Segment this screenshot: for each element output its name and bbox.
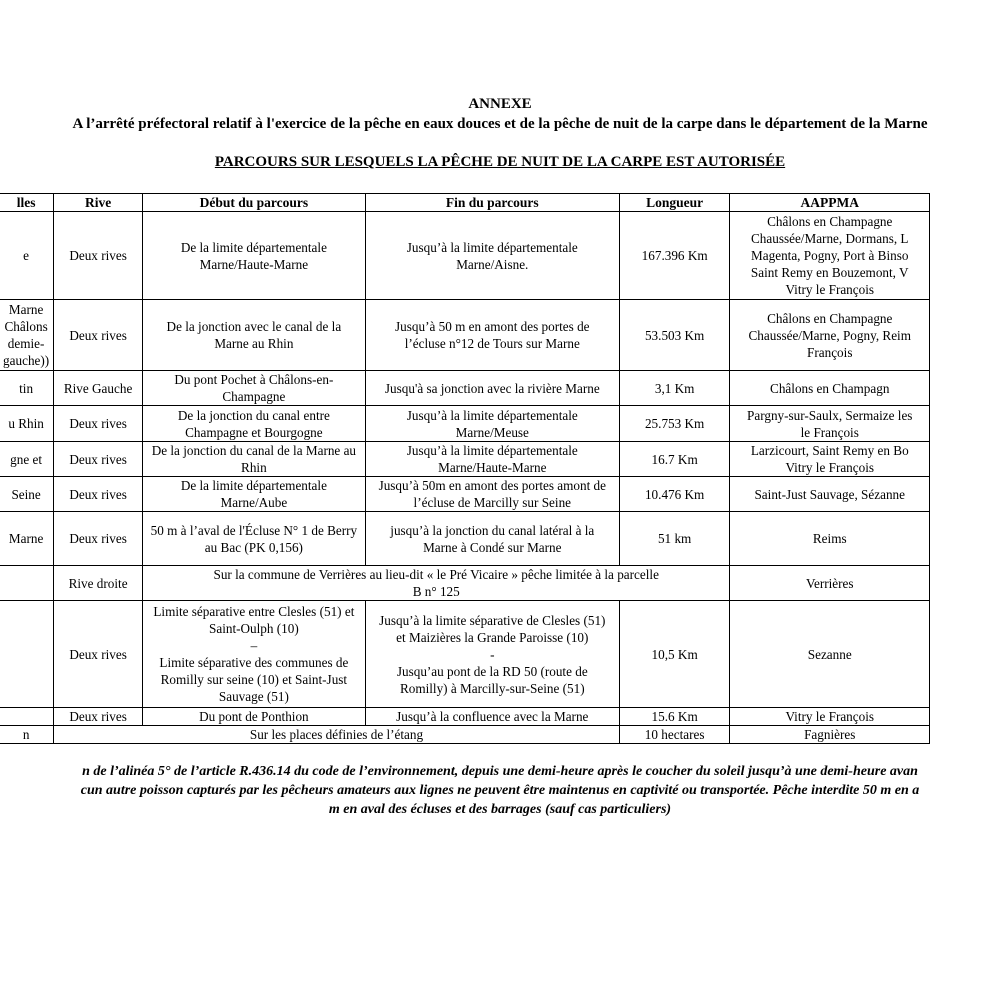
fin-line: Marne/Haute-Marne [438,460,547,475]
debut-line: – [250,638,258,653]
cell-rive: Deux rives [54,300,143,371]
aappma-line: Saint-Just Sauvage, Sézanne [754,486,905,502]
fin-line: Jusqu'à sa jonction avec la rivière Marne [384,380,600,396]
table-row [0,300,930,371]
fin-line: Jusqu’à 50m en amont des portes amont de [378,478,607,493]
cell-rive: Deux rives [54,512,143,566]
cell-waterway [0,726,54,744]
cell-waterway [0,601,54,708]
waterway-line: e [23,248,30,263]
fin-line: Marne/Aisne. [456,256,529,272]
fin-line: Romilly) à Marcilly-sur-Seine (51) [399,680,585,696]
cell-rive: Deux rives [54,708,143,726]
cell-merged-parcours [142,566,730,601]
header-longueur: Longueur [619,194,730,212]
fin-line: Marne/Meuse [455,424,529,440]
table-row [0,708,930,726]
aappma-line: Chaussée/Marne, Dormans, L [751,231,909,246]
cell-rive: Rive Gauche [54,371,143,406]
cell-rive: Deux rives [54,442,143,477]
cell-longueur: 10.476 Km [619,477,730,512]
cell-waterway [0,708,54,726]
aappma-line: Châlons en Champagne [767,214,893,229]
cell-waterway [0,566,54,601]
fin-line: Marne à Condé sur Marne [423,539,562,555]
cell-aappma [730,371,930,406]
header-rive: Rive [54,194,143,212]
aappma-line: Vitry le François [785,460,875,475]
aappma-line: Châlons en Champagne [767,310,893,326]
cell-longueur: 25.753 Km [619,406,730,442]
table-row [0,371,930,406]
table-row [0,406,930,442]
cell-aappma [730,442,930,477]
cell-waterway [0,212,54,300]
cell-debut [142,477,365,512]
cell-rive: Deux rives [54,212,143,300]
debut-line: Saint-Oulph (10) [209,621,299,636]
cell-rive: Deux rives [54,601,143,708]
cell-longueur: 167.396 Km [619,212,730,300]
table-row [0,512,930,566]
table-row [0,566,930,601]
footnote-line: m en aval des écluses et des barrages (sauf cas particuliers) [328,802,672,817]
waterway-line: n [22,727,30,742]
cell-waterway [0,512,54,566]
footnote-line: cun autre poisson capturés par les pêcheurs amateurs aux lignes ne peuvent être maintenus en captivité ou transportée. Pêche interdite 50 m en a [80,783,920,798]
cell-rive: Rive droite [54,566,143,601]
cell-aappma [730,212,930,300]
header-debut: Début du parcours [142,194,365,212]
header-waterway: lles [0,194,54,212]
cell-longueur: 3,1 Km [619,371,730,406]
debut-line: Rhin [241,460,267,475]
waterway-line: u Rhin [8,416,44,431]
waterway-line: Marne [8,531,44,546]
table-row [0,442,930,477]
debut-line: De la limite départementale [180,478,327,493]
cell-aappma [730,477,930,512]
header-aappma: AAPPMA [730,194,930,212]
aappma-line: Vitry le François [785,709,875,724]
cell-waterway [0,371,54,406]
fin-line: Jusqu’à la limite départementale [406,407,578,423]
waterway-line: tin [19,380,34,396]
cell-longueur: 53.503 Km [619,300,730,371]
cell-aappma [730,512,930,566]
waterway-line: demie- [7,336,45,351]
cell-longueur: 10 hectares [619,726,730,744]
debut-line: Marne au Rhin [214,336,294,351]
debut-line: au Bac (PK 0,156) [204,539,303,555]
cell-debut [142,406,365,442]
aappma-line: Sezanne [807,646,852,662]
aappma-line: Verrières [805,575,854,591]
fin-line: - [490,646,495,662]
cell-longueur: 16.7 Km [619,442,730,477]
waterway-line: Châlons [4,319,48,334]
cell-waterway [0,300,54,371]
cell-fin [365,300,619,371]
aappma-line: Saint Remy en Bouzemont, V [750,265,909,280]
table-row [0,212,930,300]
debut-line: Champagne [222,389,286,404]
cell-debut [142,708,365,726]
cell-aappma [730,300,930,371]
debut-line: Limite séparative entre Clesles (51) et [153,604,355,619]
cell-fin [365,442,619,477]
cell-merged-description: Sur les places définies de l’étang [54,726,620,744]
debut-line: Marne/Haute-Marne [199,256,309,272]
cell-fin [365,512,619,566]
parcours-line: B n° 125 [412,584,460,599]
debut-line: De la limite départementale [180,239,327,255]
fin-line: et Maizières la Grande Paroisse (10) [396,629,589,645]
fin-line: l’écluse n°12 de Tours sur Marne [404,336,580,351]
cell-debut [142,371,365,406]
aappma-line: Pargny-sur-Saulx, Sermaize les [747,407,913,423]
cell-waterway [0,477,54,512]
cell-debut [142,212,365,300]
debut-line: De la jonction du canal entre [177,407,330,423]
aappma-line: Reims [812,531,847,546]
table-row [0,601,930,708]
cell-rive: Deux rives [54,406,143,442]
debut-line: Romilly sur seine (10) et Saint-Just [160,672,348,687]
table-row [0,477,930,512]
aappma-line: Magenta, Pogny, Port à Binso [751,248,909,263]
cell-waterway [0,406,54,442]
aappma-line: François [807,344,853,360]
cell-fin [365,371,619,406]
cell-fin [365,477,619,512]
fin-line: l’écluse de Marcilly sur Seine [413,495,572,510]
annex-subtitle: A l’arrêté préfectoral relatif à l'exercice de la pêche en eaux douces et de la pêche de nuit de la carpe dans le département de la Marne [72,116,928,132]
fin-line: Jusqu’à la confluence avec la Marne [396,709,589,724]
aappma-line: le François [800,424,859,440]
fin-line: Jusqu’à la limite départementale [406,443,578,458]
header-fin: Fin du parcours [365,194,619,212]
fin-line: Jusqu’à 50 m en amont des portes de [395,319,590,334]
cell-longueur: 51 km [619,512,730,566]
cell-fin [365,406,619,442]
cell-debut [142,300,365,371]
debut-line: 50 m à l’aval de l'Écluse N° 1 de Berry [150,522,358,538]
cell-longueur: 15.6 Km [619,708,730,726]
parcours-line: Sur la commune de Verrières au lieu-dit « le Pré Vicaire » pêche limitée à la parcelle [213,567,659,582]
cell-debut [142,601,365,708]
fin-line: Jusqu’à la limite départementale [406,239,578,255]
cell-longueur: 10,5 Km [619,601,730,708]
cell-waterway [0,442,54,477]
debut-line: Sauvage (51) [218,689,289,704]
waterway-line: Seine [11,486,41,502]
cell-fin [365,708,619,726]
table-row [0,726,930,744]
debut-line: Champagne et Bourgogne [185,424,323,440]
section-title: PARCOURS SUR LESQUELS LA PÊCHE DE NUIT DE LA CARPE EST AUTORISÉE [214,154,786,170]
debut-line: De la jonction du canal de la Marne au [151,443,357,458]
debut-line: Du pont de Ponthion [199,709,309,724]
debut-line: Marne/Aube [220,495,288,510]
aappma-line: Vitry le François [785,282,875,297]
cell-aappma [730,726,930,744]
cell-aappma [730,566,930,601]
waterway-line: Marne [8,302,44,317]
debut-line: Du pont Pochet à Châlons-en- [174,372,334,387]
cell-aappma [730,406,930,442]
cell-debut [142,512,365,566]
cell-rive: Deux rives [54,477,143,512]
annex-heading: ANNEXE [468,96,532,112]
waterway-line: gne et [10,451,43,467]
cell-fin [365,212,619,300]
debut-line: Limite séparative des communes de [159,655,349,670]
cell-fin [365,601,619,708]
fin-line: Jusqu’à la limite séparative de Clesles (51) [379,612,606,628]
cell-aappma [730,601,930,708]
waterway-line: gauche)) [3,353,50,368]
fin-line: jusqu’à la jonction du canal latéral à la [390,522,595,538]
fishing-routes-table [0,193,930,744]
aappma-line: Châlons en Champagn [770,380,890,396]
aappma-line: Fagnières [804,727,856,742]
fin-line: Jusqu’au pont de la RD 50 (route de [396,663,588,679]
footnote-line: n de l’alinéa 5° de l’article R.436.14 du code de l’environnement, depuis une demi-heure après le coucher du soleil jusqu’à une demi-heure avan [82,764,918,779]
aappma-line: Larzicourt, Saint Remy en Bo [750,443,909,458]
aappma-line: Chaussée/Marne, Pogny, Reim [748,327,911,343]
cell-aappma [730,708,930,726]
cell-debut [142,442,365,477]
table-header-row [0,194,930,212]
debut-line: De la jonction avec le canal de la [166,319,342,334]
